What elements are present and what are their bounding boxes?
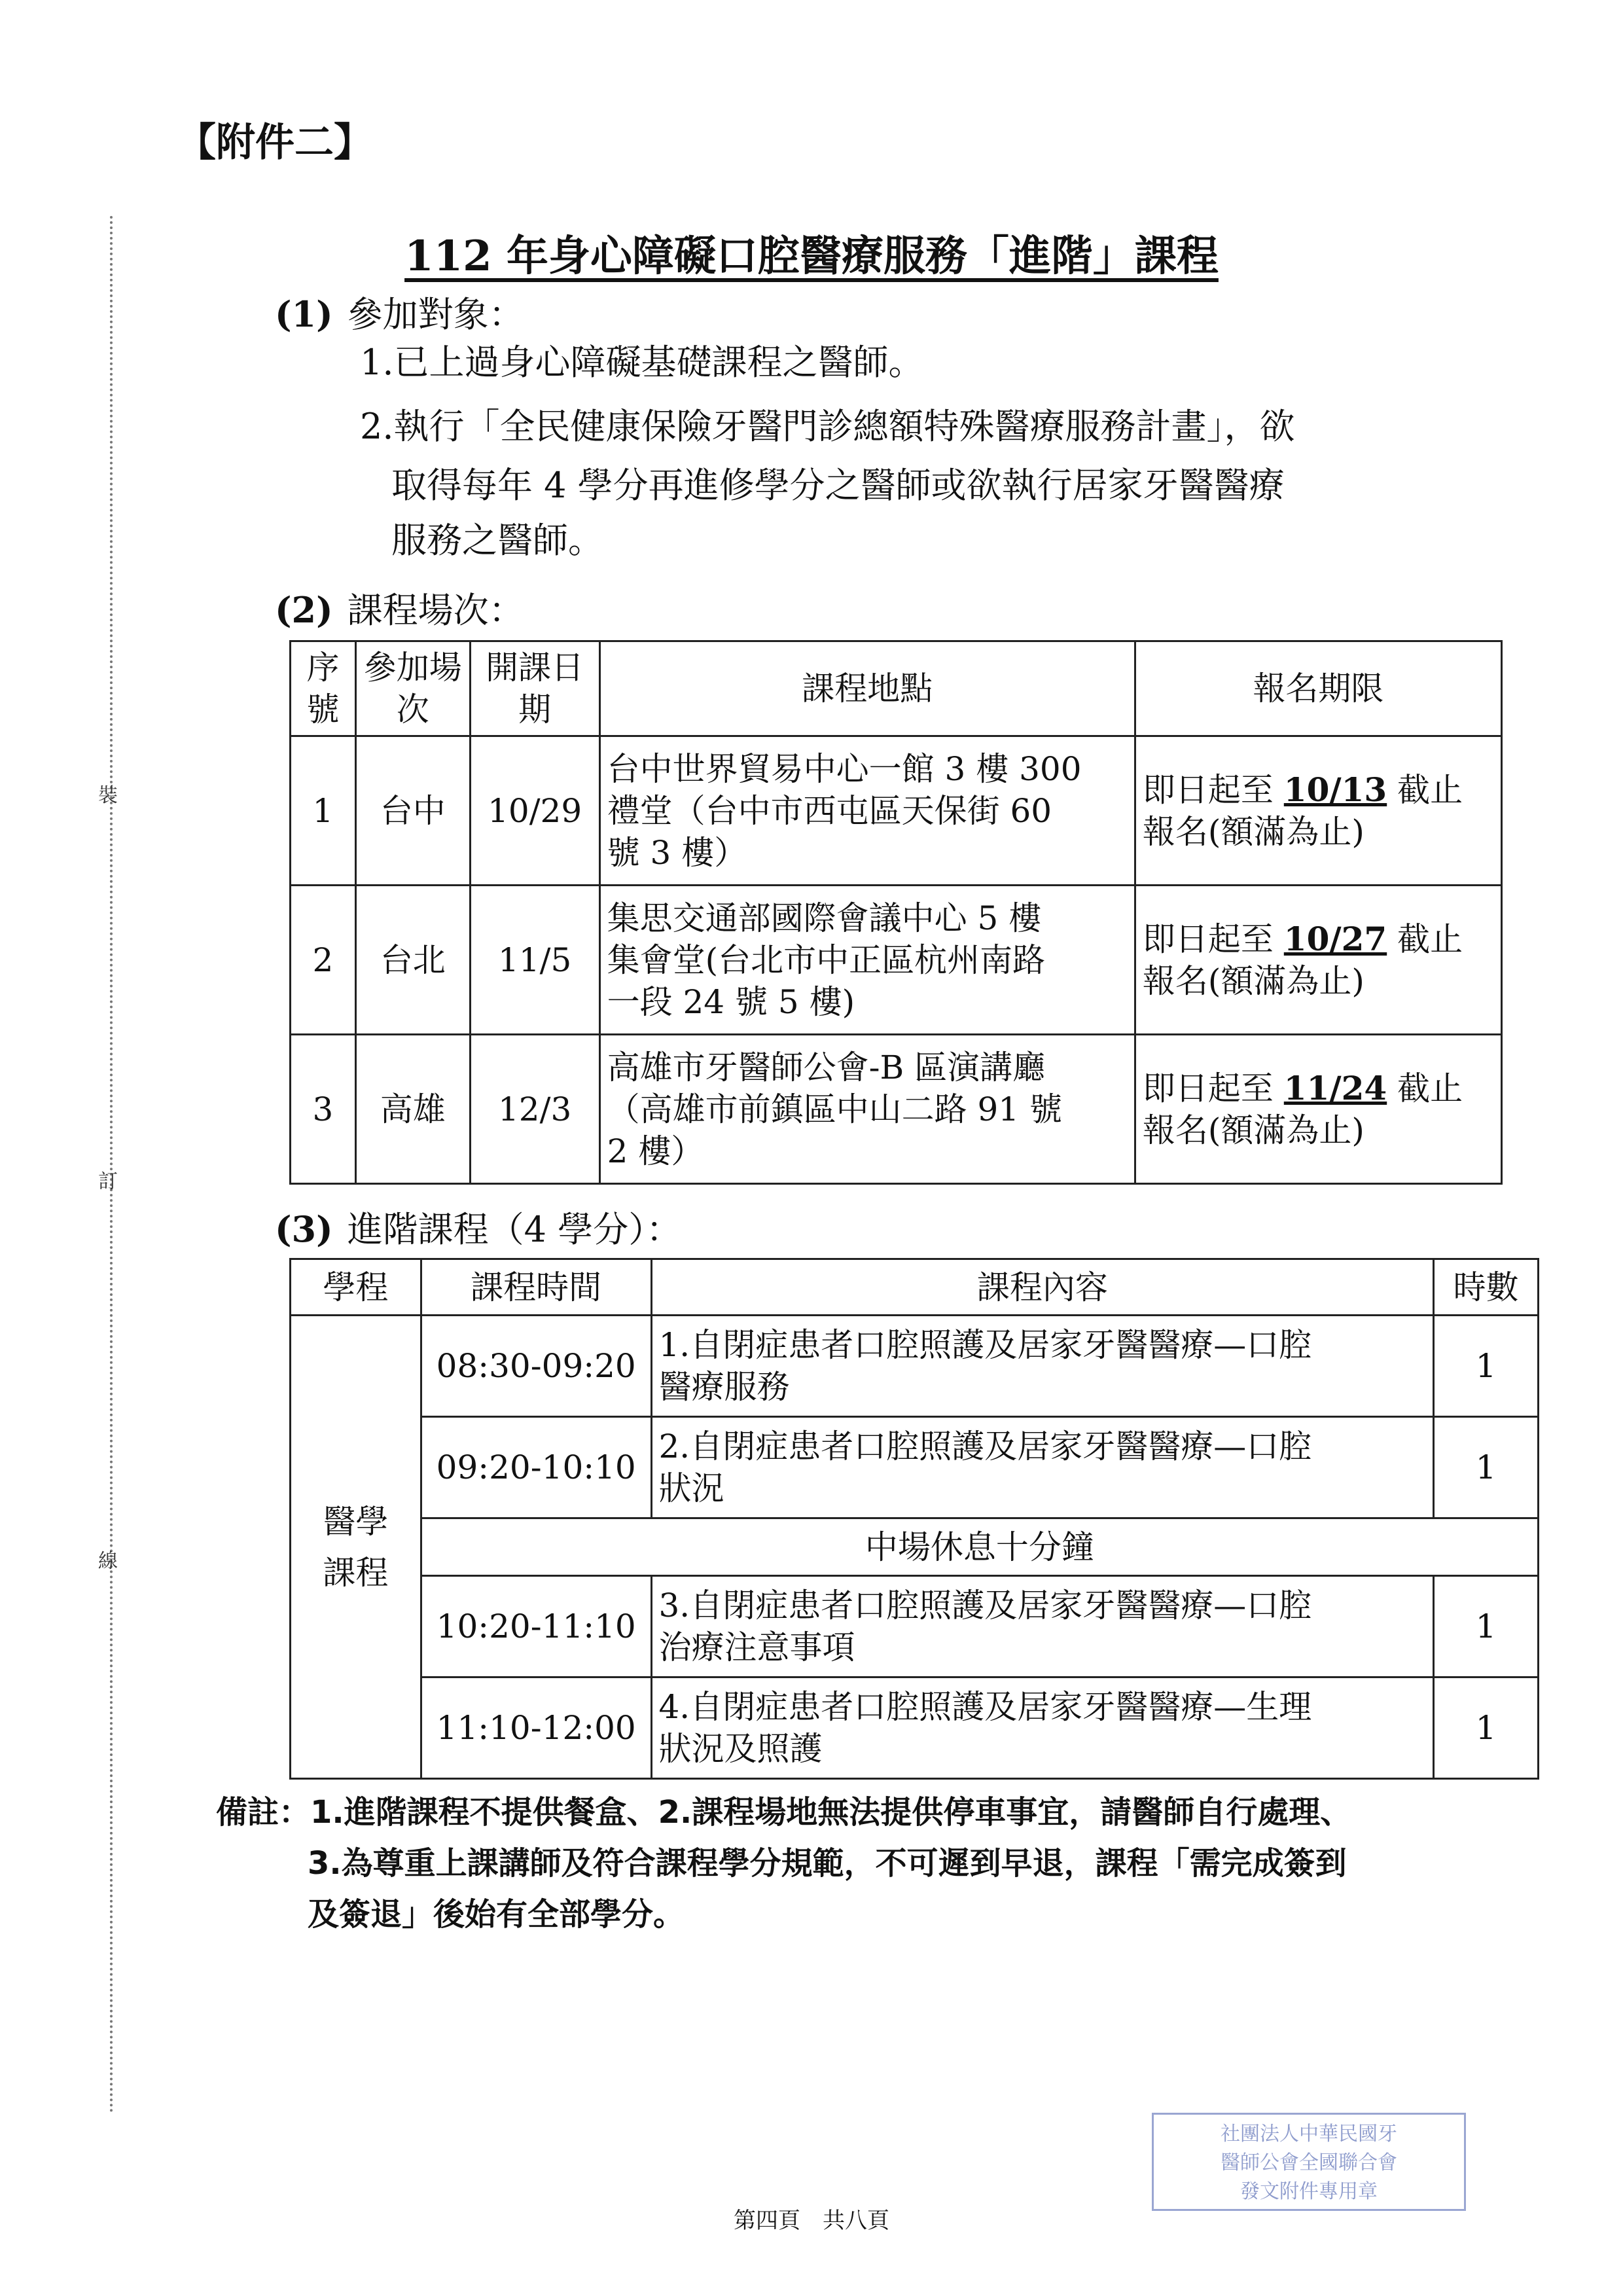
course-time: 08:30-09:20 bbox=[421, 1316, 651, 1417]
session-city: 台中 bbox=[355, 736, 470, 886]
deadline-suffix: 截止 bbox=[1397, 770, 1463, 809]
location-line: 禮堂（台中市西屯區天保街 60 bbox=[607, 791, 1052, 830]
session-date: 10/29 bbox=[470, 736, 599, 886]
remark-line: 備註：1.進階課程不提供餐盒、2.課程場地無法提供停車事宜，請醫師自行處理、 bbox=[216, 1794, 1352, 1831]
column-header: 課程地點 bbox=[599, 641, 1135, 736]
section1-item: 取得每年 4 學分再進修學分之醫師或欲執行居家牙醫醫療 bbox=[391, 465, 1285, 506]
location-line: 高雄市牙醫師公會-B 區演講廳 bbox=[607, 1048, 1046, 1086]
page-footer: 第四頁 共八頁 bbox=[734, 2208, 889, 2234]
location-line: 號 3 樓） bbox=[607, 833, 747, 872]
section-number: (1) bbox=[275, 293, 333, 335]
session-deadline bbox=[1135, 1035, 1501, 1184]
deadline-prefix: 即日起至 bbox=[1142, 1069, 1274, 1107]
table-row bbox=[291, 1316, 1539, 1417]
section1-item: 2.執行「全民健康保險牙醫門診總額特殊醫療服務計畫」，欲 bbox=[360, 406, 1295, 447]
section-number: (2) bbox=[275, 589, 333, 631]
session-deadline bbox=[1135, 886, 1501, 1035]
table-row bbox=[291, 736, 1502, 886]
session-number: 3 bbox=[291, 1035, 356, 1184]
content-line: 3.自閉症患者口腔照護及居家牙醫醫療—口腔 bbox=[658, 1587, 1312, 1624]
deadline-suffix: 截止 bbox=[1397, 920, 1463, 958]
session-location bbox=[599, 736, 1135, 886]
remark-line: 3.為尊重上課講師及符合課程學分規範，不可遲到早退，課程「需完成簽到 bbox=[308, 1845, 1347, 1882]
session-date: 12/3 bbox=[470, 1035, 599, 1184]
content-line: 1.自閉症患者口腔照護及居家牙醫醫療—口腔 bbox=[658, 1326, 1312, 1364]
content-line: 2.自閉症患者口腔照護及居家牙醫醫療—口腔 bbox=[658, 1427, 1312, 1465]
section-title: 課程場次： bbox=[347, 590, 524, 631]
column-header: 開課日期 bbox=[470, 641, 599, 736]
content-line: 醫療服務 bbox=[658, 1368, 790, 1406]
course-hours: 1 bbox=[1434, 1576, 1539, 1677]
section-title: 參加對象： bbox=[347, 294, 524, 335]
deadline-note: 報名(額滿為止) bbox=[1142, 961, 1364, 1000]
session-city: 高雄 bbox=[355, 1035, 470, 1184]
official-stamp: 社團法人中華民國牙 醫師公會全國聯合會 發文附件專用章 bbox=[1152, 2113, 1466, 2211]
column-header: 報名期限 bbox=[1135, 641, 1501, 736]
remark-line: 及簽退」後始有全部學分。 bbox=[308, 1896, 685, 1933]
session-table bbox=[289, 640, 1503, 1185]
course-time: 09:20-10:10 bbox=[421, 1417, 651, 1518]
column-header: 課程時間 bbox=[421, 1259, 651, 1316]
course-content bbox=[651, 1576, 1434, 1677]
course-content bbox=[651, 1417, 1434, 1518]
session-number: 1 bbox=[291, 736, 356, 886]
deadline-prefix: 即日起至 bbox=[1142, 920, 1274, 958]
section1-item: 1.已上過身心障礙基礎課程之醫師。 bbox=[360, 342, 924, 383]
binding-mark: 線 bbox=[98, 1550, 118, 1573]
section-title: 進階課程（4 學分）： bbox=[347, 1209, 682, 1250]
deadline-date: 10/27 bbox=[1283, 919, 1387, 958]
course-content bbox=[651, 1316, 1434, 1417]
section1-heading bbox=[275, 287, 524, 337]
remarks bbox=[216, 1787, 1351, 1940]
content-line: 狀況及照護 bbox=[658, 1730, 823, 1768]
course-hours: 1 bbox=[1434, 1677, 1539, 1779]
column-header: 學程 bbox=[291, 1259, 421, 1316]
session-date: 11/5 bbox=[470, 886, 599, 1035]
section3-heading bbox=[275, 1202, 681, 1252]
table-row bbox=[291, 1677, 1539, 1779]
content-line: 治療注意事項 bbox=[658, 1628, 855, 1666]
deadline-prefix: 即日起至 bbox=[1142, 770, 1274, 809]
course-hours: 1 bbox=[1434, 1316, 1539, 1417]
column-header: 時數 bbox=[1434, 1259, 1539, 1316]
session-deadline bbox=[1135, 736, 1501, 886]
column-header: 序號 bbox=[291, 641, 356, 736]
section1-item: 服務之醫師。 bbox=[391, 520, 603, 561]
course-content bbox=[651, 1677, 1434, 1779]
table-header-row bbox=[291, 641, 1502, 736]
session-location bbox=[599, 886, 1135, 1035]
content-line: 狀況 bbox=[658, 1469, 724, 1507]
session-location bbox=[599, 1035, 1135, 1184]
location-line: 2 樓） bbox=[607, 1132, 704, 1170]
location-line: 集思交通部國際會議中心 5 樓 bbox=[607, 899, 1042, 937]
section-number: (3) bbox=[275, 1208, 333, 1250]
table-row bbox=[291, 886, 1502, 1035]
binding-mark: 裝 bbox=[98, 784, 118, 807]
deadline-date: 11/24 bbox=[1283, 1068, 1387, 1107]
content-line: 4.自閉症患者口腔照護及居家牙醫醫療—生理 bbox=[658, 1688, 1312, 1726]
attachment-label: 【附件二】 bbox=[177, 120, 373, 166]
column-header: 課程內容 bbox=[651, 1259, 1434, 1316]
course-time: 10:20-11:10 bbox=[421, 1576, 651, 1677]
break-row bbox=[291, 1518, 1539, 1576]
course-time: 11:10-12:00 bbox=[421, 1677, 651, 1779]
deadline-date: 10/13 bbox=[1283, 770, 1387, 809]
table-row bbox=[291, 1417, 1539, 1518]
table-row bbox=[291, 1576, 1539, 1677]
section2-heading bbox=[275, 583, 524, 633]
session-number: 2 bbox=[291, 886, 356, 1035]
deadline-note: 報名(額滿為止) bbox=[1142, 1111, 1364, 1149]
deadline-note: 報名(額滿為止) bbox=[1142, 812, 1364, 851]
location-line: 台中世界貿易中心一館 3 樓 300 bbox=[607, 749, 1082, 788]
location-line: （高雄市前鎮區中山二路 91 號 bbox=[607, 1090, 1063, 1128]
course-category: 醫學課程 bbox=[291, 1316, 421, 1779]
column-header: 參加場次 bbox=[355, 641, 470, 736]
binding-mark: 訂 bbox=[98, 1170, 118, 1193]
location-line: 集會堂(台北市中正區杭州南路 bbox=[607, 941, 1046, 979]
table-row bbox=[291, 1035, 1502, 1184]
course-hours: 1 bbox=[1434, 1417, 1539, 1518]
page-title: 112 年身心障礙口腔醫療服務「進階」課程 bbox=[404, 232, 1219, 281]
table-header-row bbox=[291, 1259, 1539, 1316]
course-table bbox=[289, 1258, 1539, 1780]
location-line: 一段 24 號 5 樓) bbox=[607, 982, 855, 1021]
break-label: 中場休息十分鐘 bbox=[421, 1518, 1538, 1576]
session-city: 台北 bbox=[355, 886, 470, 1035]
deadline-suffix: 截止 bbox=[1397, 1069, 1463, 1107]
